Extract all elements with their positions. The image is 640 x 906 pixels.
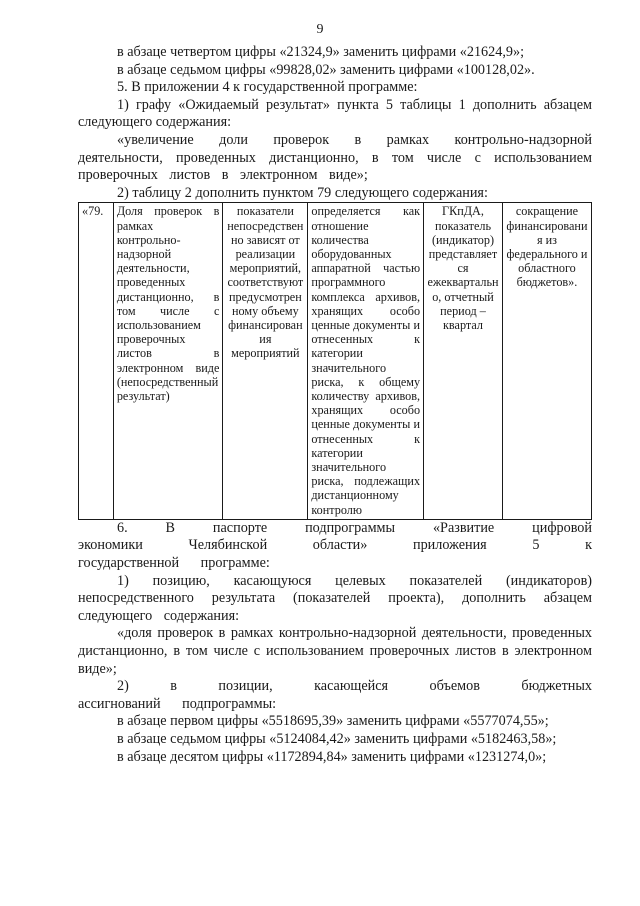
paragraph-amend-first: в абзаце первом цифры «5518695,39» заменить цифрами «5577074,55»; [117,713,549,730]
paragraph-position-2: 2) в позиции, касающейся объемов бюджетных ассигнований подпрограммы: [78,678,592,712]
paragraph-section-5: 5. В приложении 4 к государственной программе: [117,79,418,96]
paragraph-quote-2: «доля проверок в рамках контрольно-надзорной деятельности, проведенных дистанционно, в том числе с использованием проверочных листов в электронном виде»; [78,625,592,677]
document-body [78,44,592,766]
paragraph-item-2: 2) таблицу 2 дополнить пунктом 79 следующего содержания: [117,184,488,201]
indicator-table [78,202,592,519]
paragraph-amend-seventh: в абзаце седьмом цифры «5124084,42» заменить цифрами «5182463,58»; [117,730,557,747]
cell-source: ГКпДА, показатель (индикатор) представляется ежеквартально, отчетный период – квартал [424,203,503,519]
cell-calculation: определяется как отношение количества оборудованных аппаратной частью программного комплекса архивов, хранящих особо ценные документы и отнесенных к категории значительного риска, к общему количеству архивов, хранящих особо ценные документы и отнесенных к категории значительного риска, подлежащих дистанционному контролю [308,203,424,519]
paragraph-item-1: 1) графу «Ожидаемый результат» пункта 5 таблицы 1 дополнить абзацем следующего содержания: [78,96,592,131]
table-row [79,203,592,519]
paragraph-amend-4th: в абзаце четвертом цифры «21324,9» заменить цифрами «21624,9»; [117,44,525,60]
paragraph-position-1: 1) позицию, касающуюся целевых показателей (индикаторов) непосредственного результата (показателей проекта), дополнить абзацем следующего содержания: [78,572,592,624]
paragraph-quote-1: «увеличение доли проверок в рамках контрольно-надзорной деятельности, проведенных дистанционно, в том числе с использованием проверочных листов в электронном виде»; [78,131,592,184]
paragraph-section-6: 6. В паспорте подпрограммы «Развитие цифровой экономики Челябинской области» приложения 5 к государственной программе: [78,519,592,571]
paragraph-amend-7th: в абзаце седьмом цифры «99828,02» заменить цифрами «100128,02». [117,61,535,78]
page-number: 9 [316,22,324,37]
cell-note: сокращение финансирования из федерального и областного бюджетов». [502,203,591,519]
paragraph-amend-tenth: в абзаце десятом цифры «1172894,84» заменить цифрами «1231274,0»; [117,748,547,765]
cell-characteristic: показатели непосредственно зависят от реализации мероприятий, соответствуют предусмотренному объему финансирования мероприятий [223,203,308,519]
cell-indicator: Доля проверок в рамках контрольно-надзорной деятельности, проведенных дистанционно, в том числе с использованием проверочных листов в электронном виде (непосредственный результат) [113,203,223,519]
cell-number: «79. [79,203,114,519]
